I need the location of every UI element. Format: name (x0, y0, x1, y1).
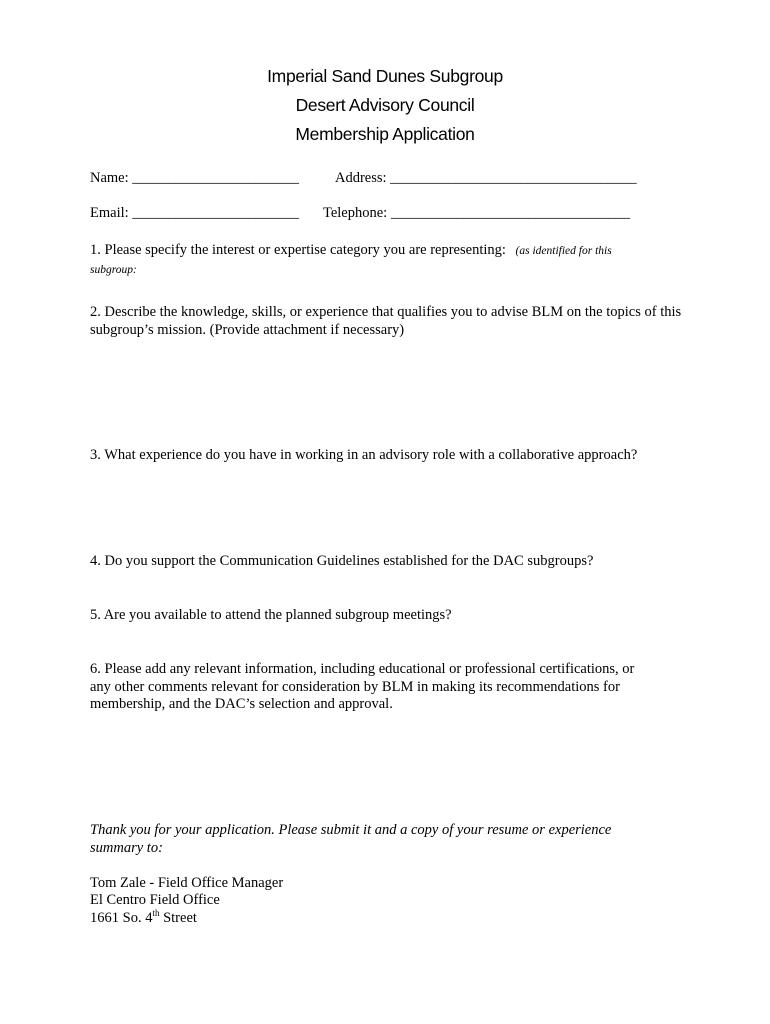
header-line-2: Desert Advisory Council (295, 95, 475, 115)
header-line-3: Membership Application (295, 124, 475, 144)
telephone-field[interactable]: Telephone: _________________________________ (323, 205, 631, 221)
street-address (90, 910, 690, 928)
street-ordinal: th (152, 908, 160, 919)
street-name: Street (159, 910, 197, 926)
question-1-note: (as identified for this (515, 245, 612, 257)
question-1-note-cont: subgroup: (90, 263, 137, 276)
thank-you-note: Thank you for your application. Please submit it and a copy of your resume or experience summary to: (90, 822, 612, 856)
question-3: 3. What experience do you have in working in an advisory role with a collaborative approach? (90, 447, 638, 463)
header-line-1: Imperial Sand Dunes Subgroup (267, 66, 503, 86)
question-6: 6. Please add any relevant information, including educational or professional certifications, or any other comments relevant for consideration by BLM in making its recommendations for membership, and the DAC’s selection and approval. (90, 661, 635, 712)
contact-name: Tom Zale - Field Office Manager (90, 875, 284, 891)
question-1-text: 1. Please specify the interest or expertise category you are representing: (90, 242, 506, 258)
question-5: 5. Are you available to attend the planned subgroup meetings? (90, 607, 452, 623)
question-1 (90, 242, 690, 279)
office-name: El Centro Field Office (90, 892, 220, 908)
address-field[interactable]: Address: __________________________________ (335, 170, 637, 186)
question-4: 4. Do you support the Communication Guidelines established for the DAC subgroups? (90, 553, 594, 569)
name-field[interactable]: Name: _______________________ (90, 170, 300, 186)
question-2: 2. Describe the knowledge, skills, or experience that qualifies you to advise BLM on the topics of this subgroup’s mission. (Provide attachment if necessary) (90, 304, 682, 338)
street-number: 1661 So. 4 (90, 910, 153, 926)
email-field[interactable]: Email: _______________________ (90, 205, 300, 221)
